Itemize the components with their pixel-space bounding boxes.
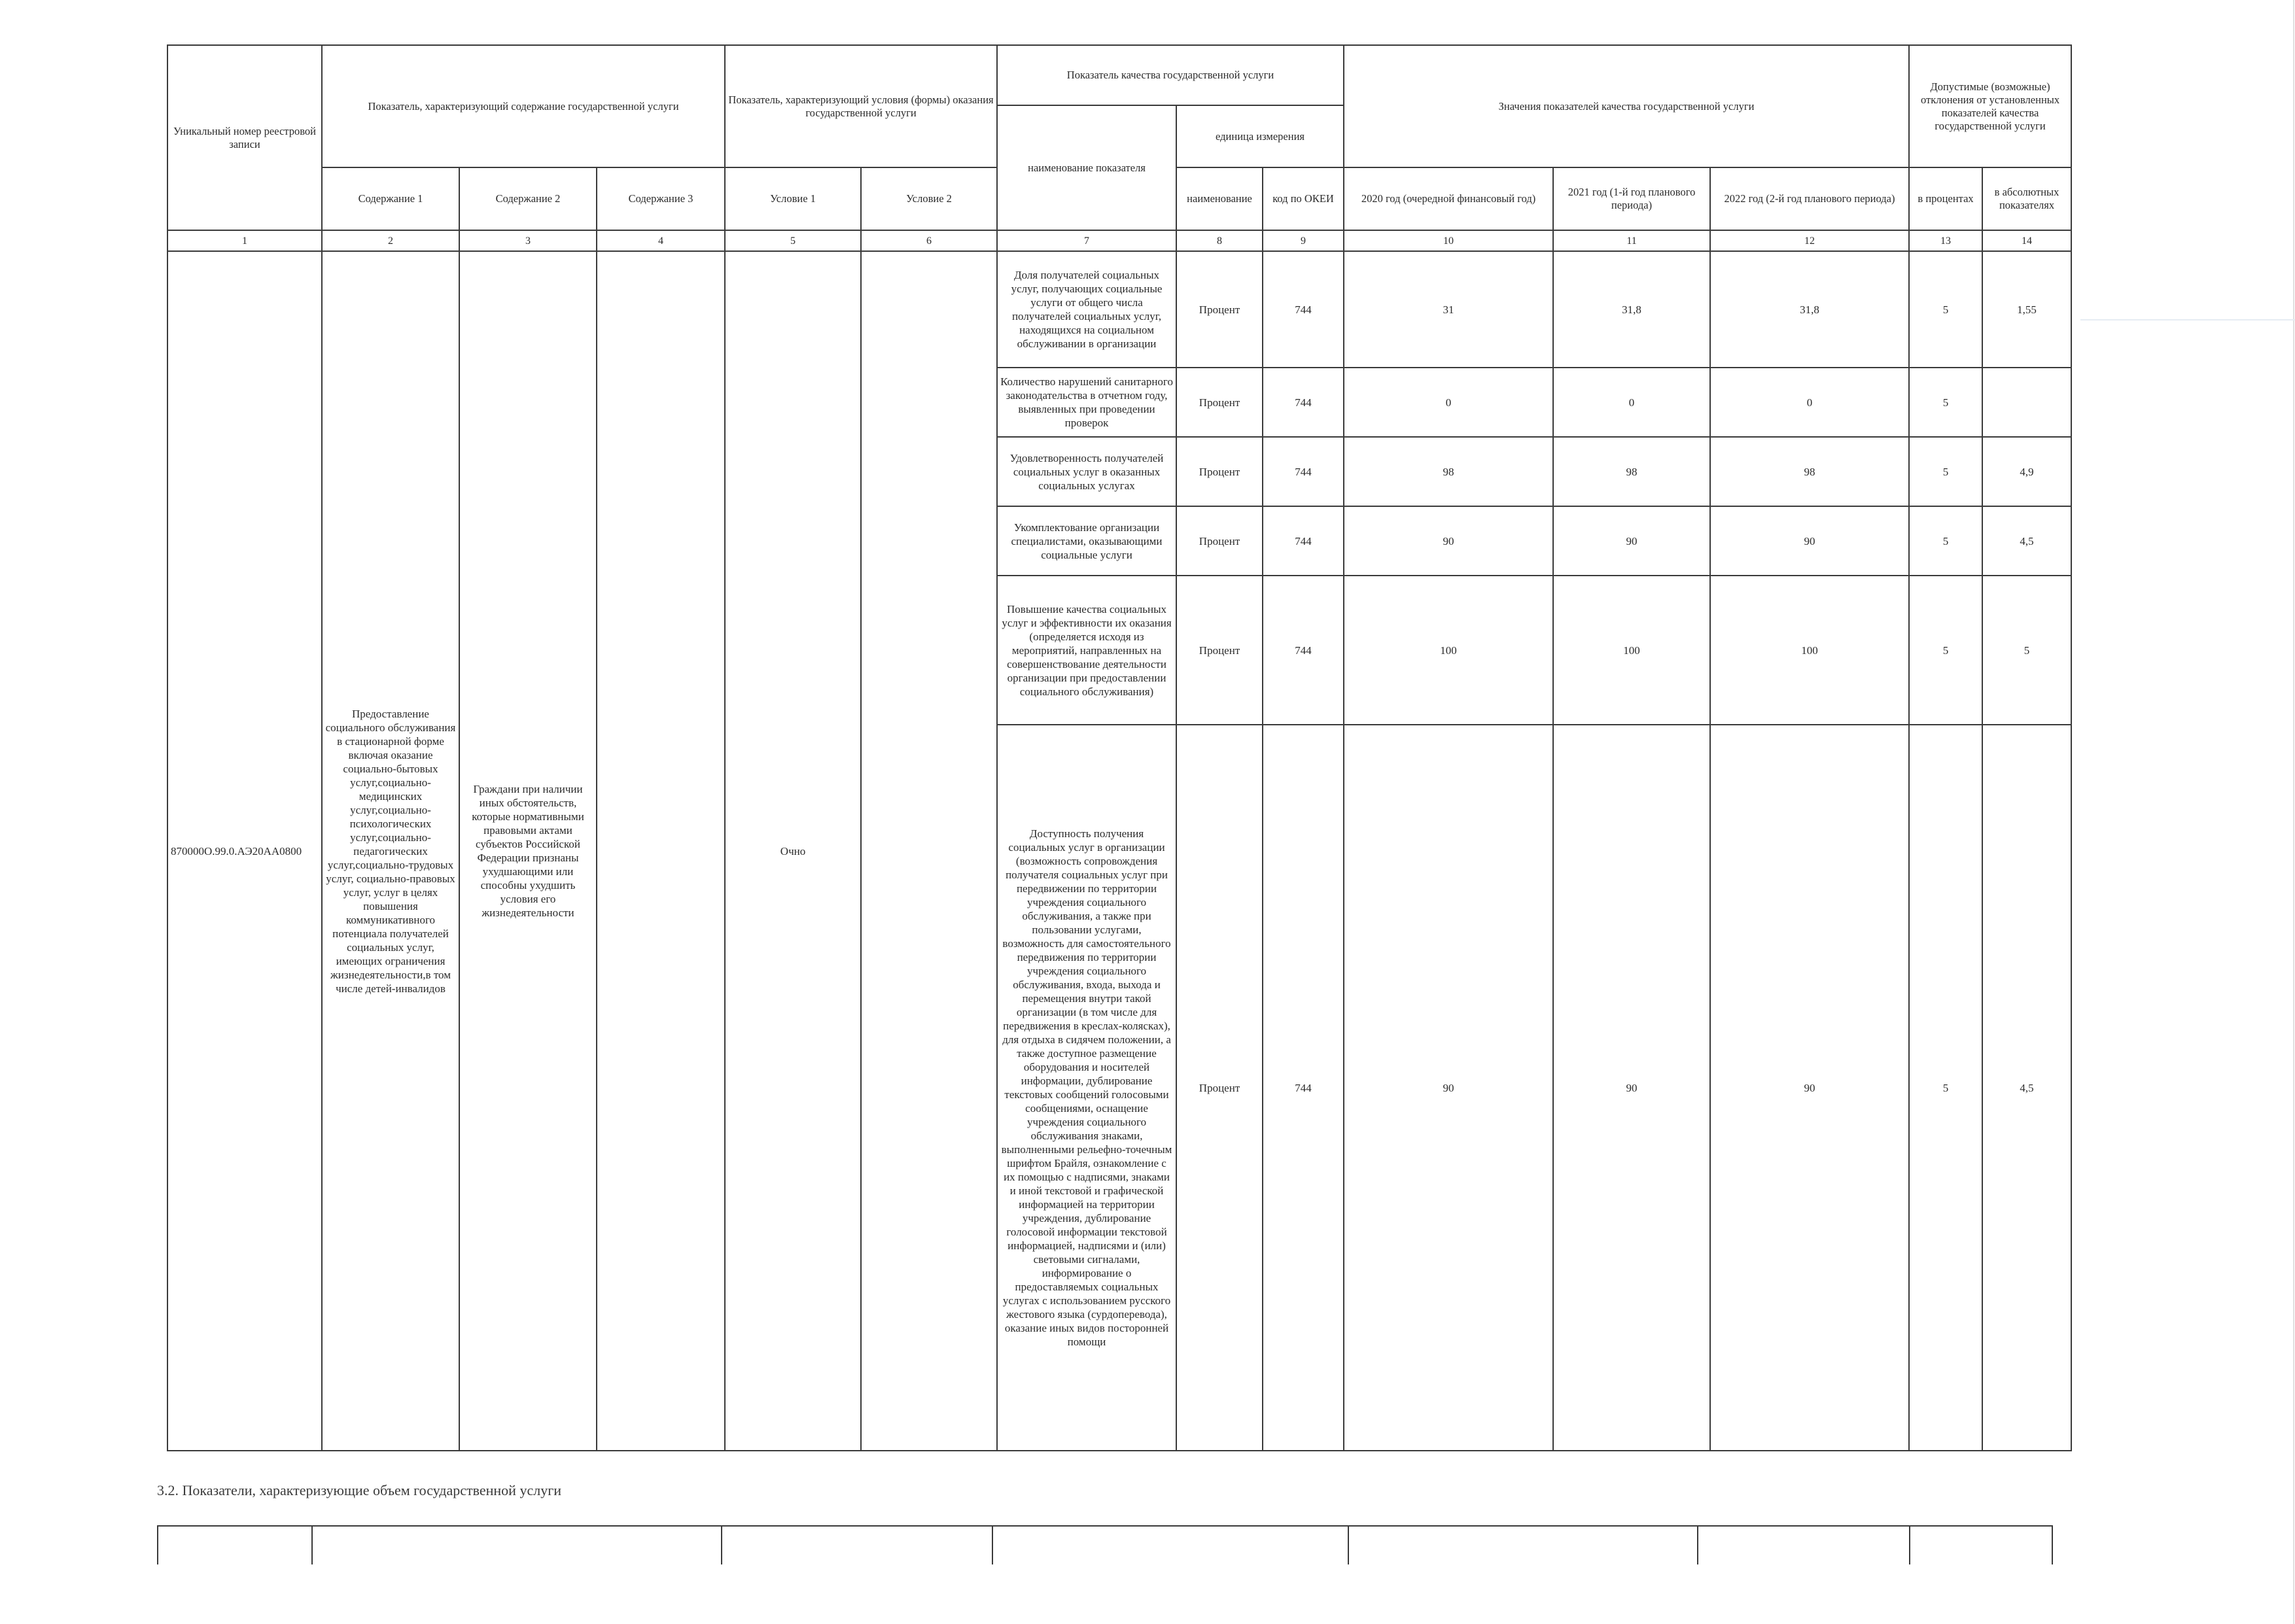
- table-border-vertical: [2052, 1525, 2053, 1564]
- quality-indicators-table-wrapper: [167, 44, 2071, 1451]
- value-2022-cell: 98: [1710, 437, 1909, 506]
- value-2022-cell: 90: [1710, 725, 1909, 1451]
- column-number: 14: [1982, 230, 2071, 251]
- deviation-absolute-cell: 5: [1982, 576, 2071, 725]
- column-number: 11: [1553, 230, 1710, 251]
- quality-indicators-table: [167, 44, 2072, 1451]
- value-2021-cell: 90: [1553, 506, 1710, 576]
- header-condition-indicator: Показатель, характеризующий условия (формы) оказания государственной услуги: [725, 45, 997, 167]
- okei-code-cell: 744: [1263, 368, 1344, 437]
- value-2021-cell: 90: [1553, 725, 1710, 1451]
- condition-2-cell: [861, 251, 997, 1451]
- value-2022-cell: 31,8: [1710, 251, 1909, 368]
- header-year-2021: 2021 год (1-й год планового периода): [1553, 167, 1710, 230]
- value-2020-cell: 100: [1344, 576, 1553, 725]
- header-quality-values: Значения показателей качества государственной услуги: [1344, 45, 1909, 167]
- deviation-percent-cell: 5: [1909, 251, 1982, 368]
- column-number: 8: [1176, 230, 1263, 251]
- header-unit-name: наименование: [1176, 167, 1263, 230]
- header-year-2020: 2020 год (очередной финансовый год): [1344, 167, 1553, 230]
- header-unit: единица измерения: [1176, 105, 1344, 167]
- okei-code-cell: 744: [1263, 437, 1344, 506]
- header-in-absolute: в абсолютных показателях: [1982, 167, 2071, 230]
- table-border-vertical: [1909, 1525, 1910, 1564]
- column-number: 10: [1344, 230, 1553, 251]
- table-border-top: [157, 1525, 2053, 1527]
- table-border-vertical: [1697, 1525, 1698, 1564]
- content-2-cell: Граждани при наличии иных обстоятельств, которые нормативными правовыми актами субъектов Российской Федерации признаны ухудшающими или способны ухудшить условия его жизнедеятельности: [459, 251, 597, 1451]
- header-content-3: Содержание 3: [597, 167, 725, 230]
- column-number: 9: [1263, 230, 1344, 251]
- value-2021-cell: 98: [1553, 437, 1710, 506]
- content-1-cell: Предоставление социального обслуживания в стационарной форме включая оказание социально-бытовых услуг,социально-медицинских услуг,социально-психологических услуг,социально-педагогических услуг,социально-трудовых услуг, социально-правовых услуг, услуг в целях повышения коммуникативного потенциала получателей социальных услуг, имеющих ограничения жизнедеятельности,в том числе детей-инвалидов: [322, 251, 459, 1451]
- value-2021-cell: 100: [1553, 576, 1710, 725]
- column-number: 3: [459, 230, 597, 251]
- deviation-absolute-cell: [1982, 368, 2071, 437]
- column-number: 5: [725, 230, 861, 251]
- header-content-1: Содержание 1: [322, 167, 459, 230]
- header-content-indicator: Показатель, характеризующий содержание государственной услуги: [322, 45, 725, 167]
- scan-faint-rule: [2080, 319, 2295, 320]
- unit-name-cell: Процент: [1176, 368, 1263, 437]
- value-2020-cell: 98: [1344, 437, 1553, 506]
- column-number: 4: [597, 230, 725, 251]
- table-border-vertical: [721, 1525, 722, 1564]
- indicator-name-cell: Удовлетворенность получателей социальных услуг в оказанных социальных услугах: [997, 437, 1176, 506]
- section-heading-volume-indicators: 3.2. Показатели, характеризующие объем государственной услуги: [157, 1482, 561, 1498]
- value-2022-cell: 0: [1710, 368, 1909, 437]
- value-2020-cell: 90: [1344, 725, 1553, 1451]
- deviation-absolute-cell: 4,5: [1982, 725, 2071, 1451]
- indicator-name-cell: Доля получателей социальных услуг, получающих социальные услуги от общего числа получателей социальных услуг, находящихся на социальном обслуживании в организации: [997, 251, 1176, 368]
- header-condition-1: Условие 1: [725, 167, 861, 230]
- header-indicator-name: наименование показателя: [997, 105, 1176, 230]
- registry-number-cell: 870000О.99.0.АЭ20АА0800: [167, 251, 322, 1451]
- table-border-vertical: [1348, 1525, 1349, 1564]
- header-content-2: Содержание 2: [459, 167, 597, 230]
- indicator-name-cell: Доступность получения социальных услуг в организации (возможность сопровождения получателя социальных услуг при передвижении по территории учреждения социального обслуживания, а также при пользовании услугами, возможность для самостоятельного передвижения по территории учреждения социального обслуживания, входа, выхода и перемещения внутри такой организации (в том числе для передвижения в креслах-колясках), для отдыха в сидячем положении, а также доступное размещение оборудования и носителей информации, дублирование текстовых сообщений голосовыми сообщениями, оснащение учреждения социального обслуживания знаками, выполненными рельефно-точечным шрифтом Брайля, ознакомление с их помощью с надписями, знаками и иной текстовой и графической информацией на территории учреждения, дублирование голосовой информации текстовой информацией, надписями и (или) световыми сигналами, информирование о предоставляемых социальных услугах с использованием русского жестового языка (сурдоперевода), оказание иных видов посторонней помощи: [997, 725, 1176, 1451]
- header-in-percent: в процентах: [1909, 167, 1982, 230]
- okei-code-cell: 744: [1263, 576, 1344, 725]
- deviation-percent-cell: 5: [1909, 576, 1982, 725]
- content-3-cell: [597, 251, 725, 1451]
- unit-name-cell: Процент: [1176, 725, 1263, 1451]
- deviation-percent-cell: 5: [1909, 437, 1982, 506]
- column-number: 12: [1710, 230, 1909, 251]
- indicator-name-cell: Повышение качества социальных услуг и эффективности их оказания (определяется исходя из мероприятий, направленных на совершенствование деятельности организации при предоставлении социального обслуживания): [997, 576, 1176, 725]
- table-row: [167, 251, 2071, 368]
- value-2021-cell: 0: [1553, 368, 1710, 437]
- unit-name-cell: Процент: [1176, 437, 1263, 506]
- okei-code-cell: 744: [1263, 506, 1344, 576]
- header-condition-2: Условие 2: [861, 167, 997, 230]
- value-2020-cell: 31: [1344, 251, 1553, 368]
- okei-code-cell: 744: [1263, 251, 1344, 368]
- column-number: 13: [1909, 230, 1982, 251]
- table-border-vertical: [157, 1525, 158, 1564]
- table-border-vertical: [992, 1525, 993, 1564]
- deviation-absolute-cell: 4,9: [1982, 437, 2071, 506]
- value-2021-cell: 31,8: [1553, 251, 1710, 368]
- header-okei-code: код по ОКЕИ: [1263, 167, 1344, 230]
- deviation-absolute-cell: 1,55: [1982, 251, 2071, 368]
- indicator-name-cell: Укомплектование организации специалистами, оказывающими социальные услуги: [997, 506, 1176, 576]
- header-allowed-deviations: Допустимые (возможные) отклонения от установленных показателей качества государственной услуги: [1909, 45, 2071, 167]
- okei-code-cell: 744: [1263, 725, 1344, 1451]
- column-number: 1: [167, 230, 322, 251]
- indicator-name-cell: Количество нарушений санитарного законодательства в отчетном году, выявленных при проведении проверок: [997, 368, 1176, 437]
- header-quality-indicator: Показатель качества государственной услуги: [997, 45, 1344, 105]
- value-2022-cell: 100: [1710, 576, 1909, 725]
- column-number: 7: [997, 230, 1176, 251]
- column-number: 2: [322, 230, 459, 251]
- unit-name-cell: Процент: [1176, 506, 1263, 576]
- unit-name-cell: Процент: [1176, 576, 1263, 725]
- unit-name-cell: Процент: [1176, 251, 1263, 368]
- value-2020-cell: 0: [1344, 368, 1553, 437]
- value-2022-cell: 90: [1710, 506, 1909, 576]
- condition-1-cell: Очно: [725, 251, 861, 1451]
- header-unique-number: Уникальный номер реестровой записи: [167, 45, 322, 230]
- volume-indicators-table-start: [157, 1525, 2053, 1564]
- deviation-percent-cell: 5: [1909, 368, 1982, 437]
- deviation-percent-cell: 5: [1909, 725, 1982, 1451]
- table-border-vertical: [311, 1525, 313, 1564]
- value-2020-cell: 90: [1344, 506, 1553, 576]
- header-year-2022: 2022 год (2-й год планового периода): [1710, 167, 1909, 230]
- deviation-percent-cell: 5: [1909, 506, 1982, 576]
- scan-edge-line: [2293, 0, 2294, 1624]
- column-number: 6: [861, 230, 997, 251]
- deviation-absolute-cell: 4,5: [1982, 506, 2071, 576]
